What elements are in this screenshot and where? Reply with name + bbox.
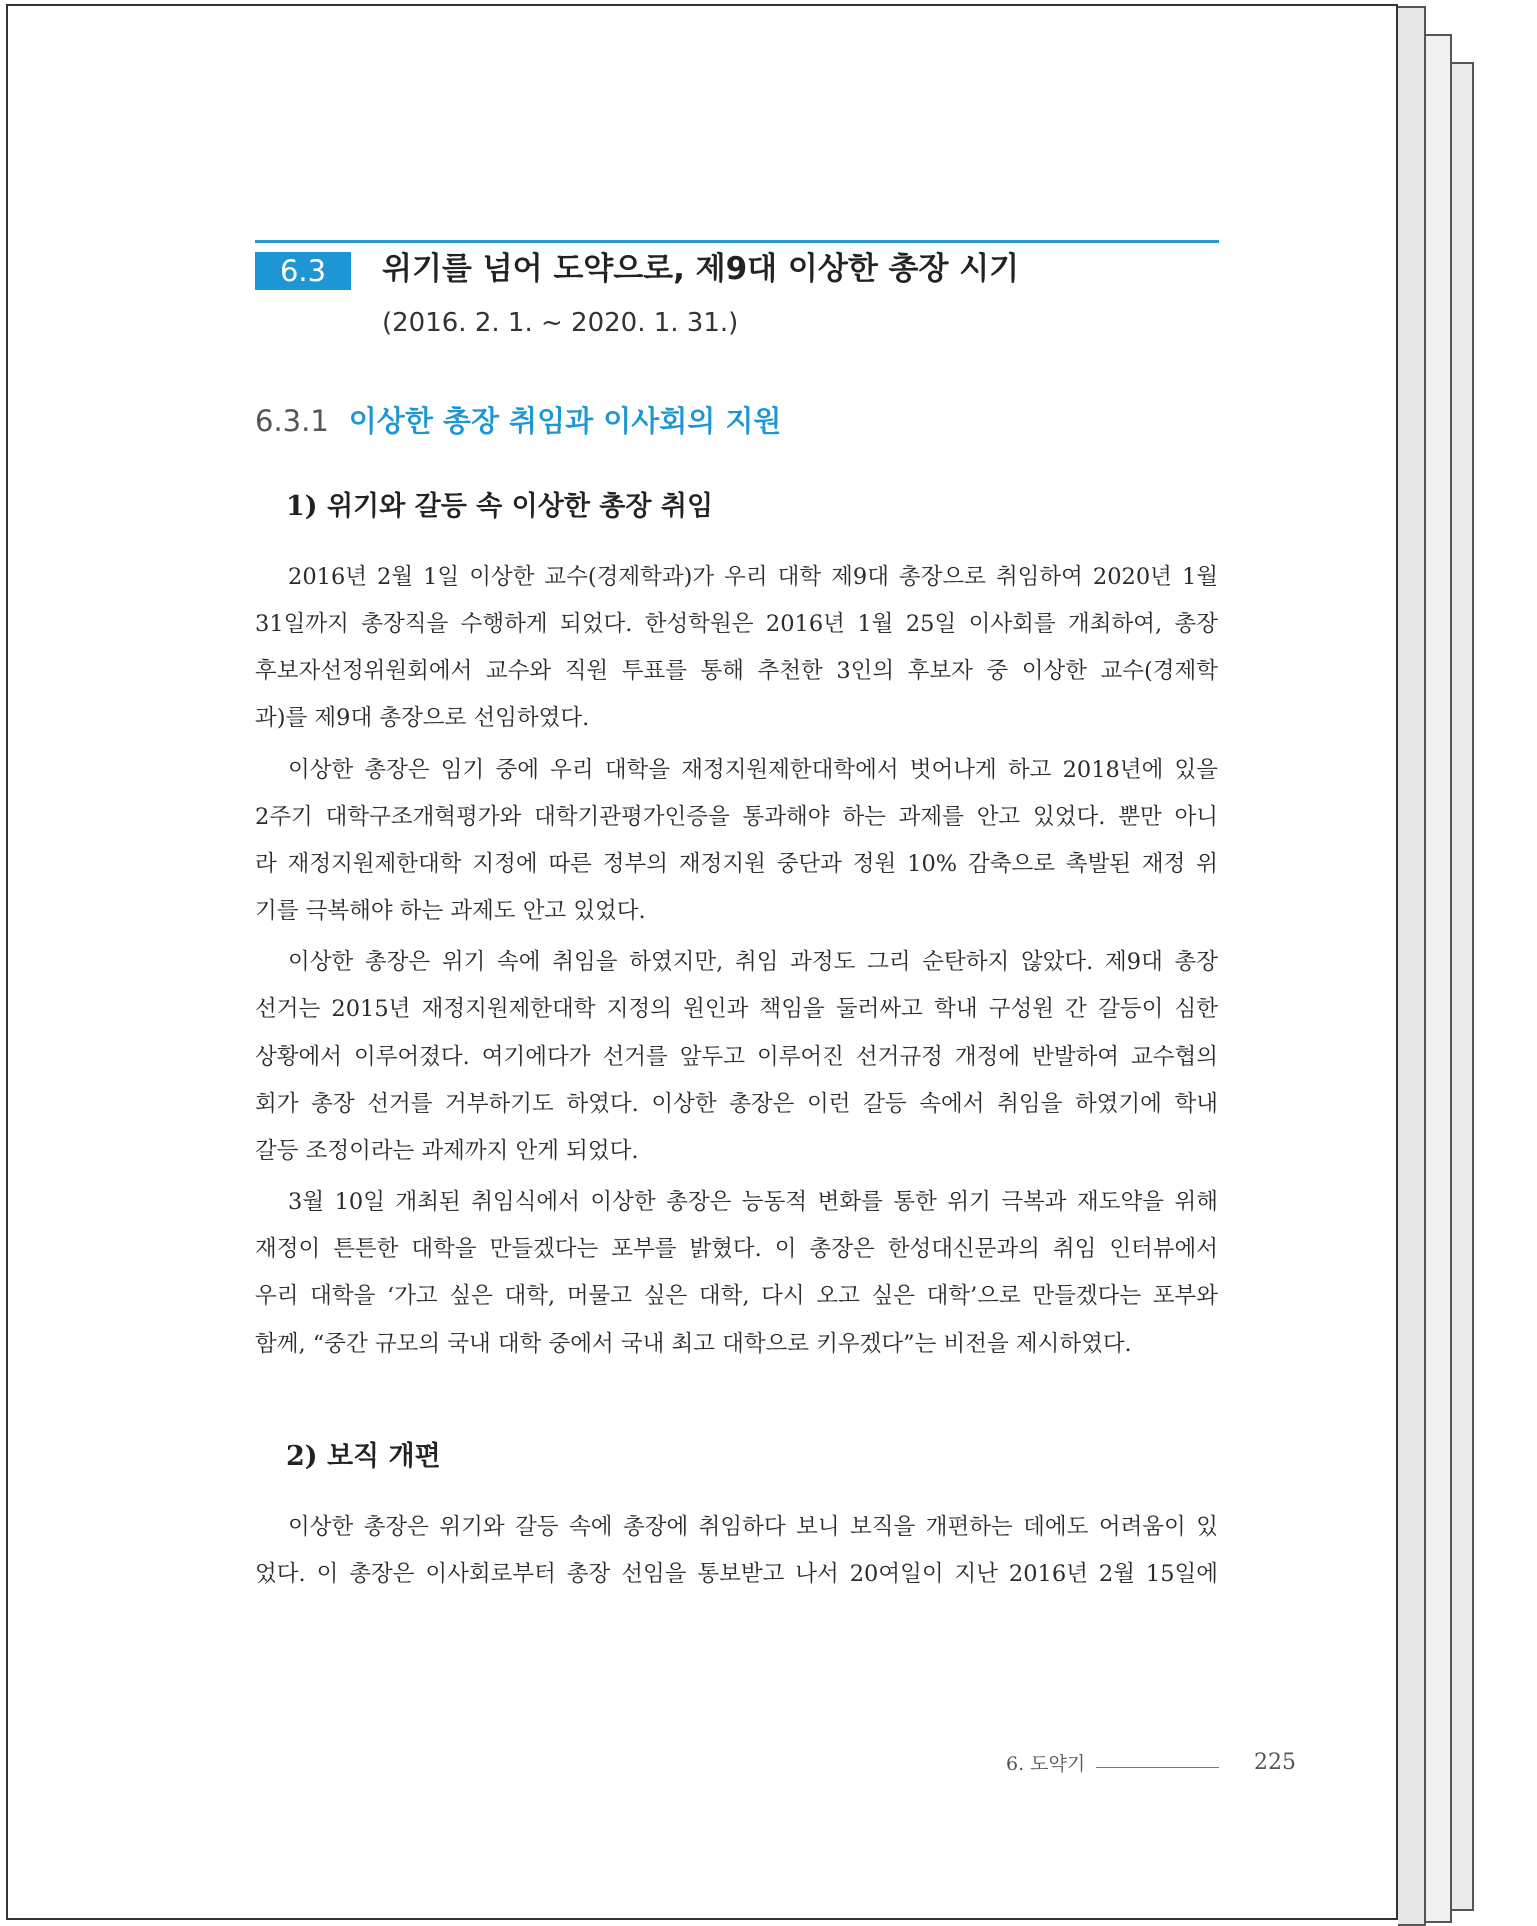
paragraph-line: 이상한 총장은 위기와 갈등 속에 총장에 취임하다 보니 보직을 개편하는 데에도 어려움이 있 <box>288 1514 1218 1540</box>
page-stack-edge <box>1398 6 1426 1926</box>
paragraph-line: 선거는 2015년 재정지원제한대학 지정의 원인과 책임을 둘러싸고 학내 구성원 간 갈등이 심한 <box>255 996 1218 1022</box>
paragraph-line: 과)를 제9대 총장으로 선임하였다. <box>255 705 590 731</box>
paragraph-line: 우리 대학을 ‘가고 싶은 대학, 머물고 싶은 대학, 다시 오고 싶은 대학’으로 만들겠다는 포부와 <box>255 1283 1218 1309</box>
paragraph-line: 라 재정지원제한대학 지정에 따른 정부의 재정지원 중단과 정원 10% 감축으로 촉발된 재정 위 <box>255 851 1218 877</box>
paragraph-line: 후보자선정위원회에서 교수와 직원 투표를 통해 추천한 3인의 후보자 중 이상한 교수(경제학 <box>255 658 1218 684</box>
footer-rule <box>1096 1767 1219 1768</box>
paragraph-line: 상황에서 이루어졌다. 여기에다가 선거를 앞두고 이루어진 선거규정 개정에 반발하여 교수협의 <box>255 1044 1218 1070</box>
footer-chapter: 6. 도약기 <box>1006 1753 1086 1775</box>
paragraph-line: 함께, “중간 규모의 국내 대학 중에서 국내 최고 대학으로 키우겠다”는 비전을 제시하였다. <box>255 1331 1132 1357</box>
paragraph-line: 이상한 총장은 임기 중에 우리 대학을 재정지원제한대학에서 벗어나게 하고 2018년에 있을 <box>288 757 1218 783</box>
section-number-badge: 6.3 <box>255 252 351 290</box>
paragraph-line: 재정이 튼튼한 대학을 만들겠다는 포부를 밝혔다. 이 총장은 한성대신문과의 취임 인터뷰에서 <box>255 1236 1218 1262</box>
section-rule <box>255 240 1219 243</box>
page-number: 225 <box>1254 1750 1296 1775</box>
section-title: 위기를 넘어 도약으로, 제9대 이상한 총장 시기 <box>382 251 1020 287</box>
subsection-heading <box>255 398 781 444</box>
subsection-number: 6.3.1 <box>255 404 329 438</box>
paragraph-line: 었다. 이 총장은 이사회로부터 총장 선임을 통보받고 나서 20여일이 지난 2016년 2월 15일에 <box>255 1561 1218 1587</box>
heading-staff-reorganization: 2) 보직 개편 <box>286 1441 441 1472</box>
paragraph-line: 31일까지 총장직을 수행하게 되었다. 한성학원은 2016년 1월 25일 이사회를 개최하여, 총장 <box>255 611 1218 637</box>
paragraph-line: 이상한 총장은 위기 속에 취임을 하였지만, 취임 과정도 그리 순탄하지 않았다. 제9대 총장 <box>288 949 1218 975</box>
paragraph-line: 회가 총장 선거를 거부하기도 하였다. 이상한 총장은 이런 갈등 속에서 취임을 하였기에 학내 <box>255 1091 1218 1117</box>
subsection-title: 이상한 총장 취임과 이사회의 지원 <box>348 404 782 438</box>
paragraph-line: 2주기 대학구조개혁평가와 대학기관평가인증을 통과해야 하는 과제를 안고 있었다. 뿐만 아니 <box>255 804 1218 830</box>
paragraph-line: 기를 극복해야 하는 과제도 안고 있었다. <box>255 898 646 924</box>
paragraph-line: 2016년 2월 1일 이상한 교수(경제학과)가 우리 대학 제9대 총장으로 취임하여 2020년 1월 <box>288 564 1218 590</box>
heading-crisis-inauguration: 1) 위기와 갈등 속 이상한 총장 취임 <box>286 491 714 522</box>
section-dates: (2016. 2. 1. ~ 2020. 1. 31.) <box>382 308 739 338</box>
paragraph-line: 3월 10일 개최된 취임식에서 이상한 총장은 능동적 변화를 통한 위기 극복과 재도약을 위해 <box>288 1189 1218 1215</box>
paragraph-line: 갈등 조정이라는 과제까지 안게 되었다. <box>255 1138 639 1164</box>
